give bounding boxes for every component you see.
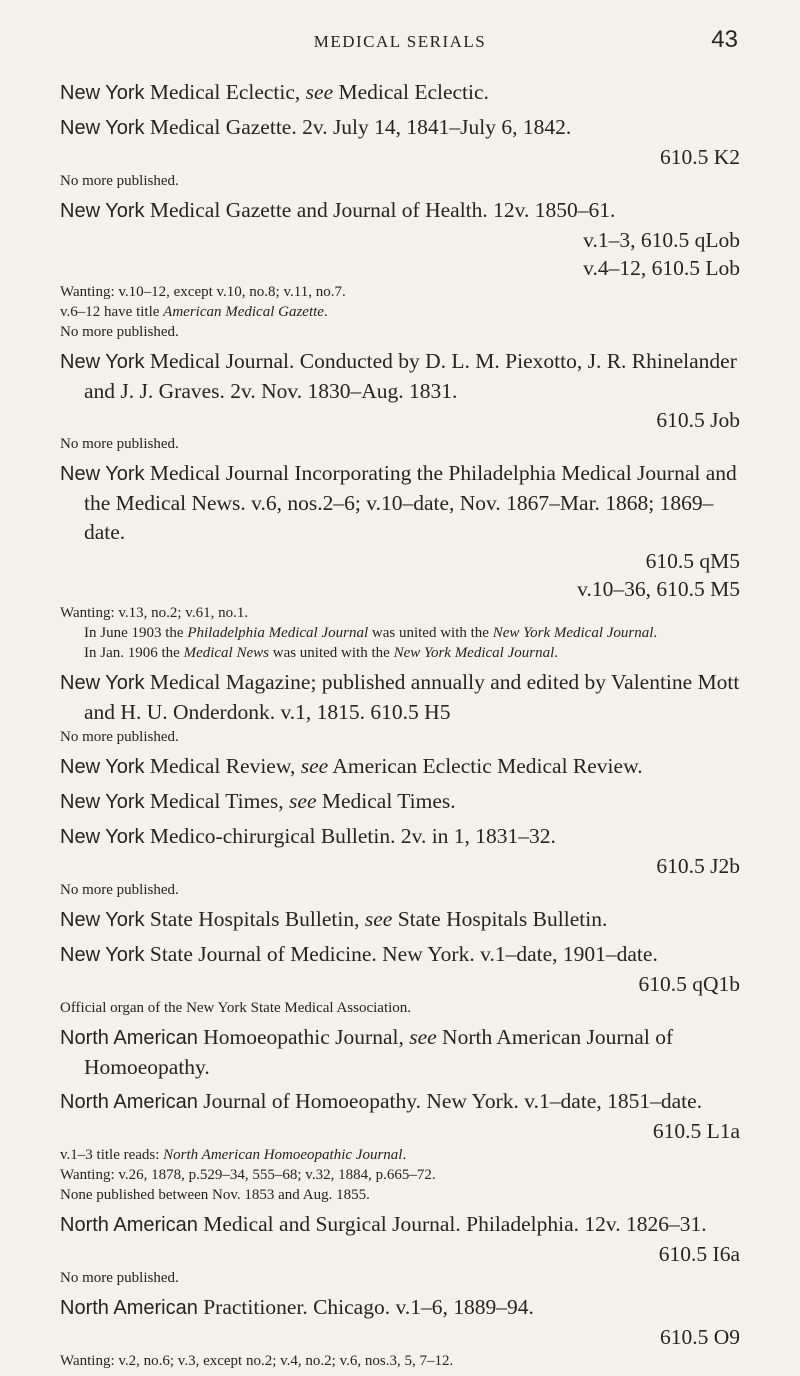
entry-title: New York bbox=[60, 82, 145, 104]
list-item: North American Homoeopathic Journal, see North American Journal of Homoeopathy. bbox=[60, 1025, 674, 1079]
entry-title: New York bbox=[60, 826, 145, 848]
entry-title: New York bbox=[60, 463, 145, 485]
entry-note: No more published. bbox=[60, 1270, 179, 1286]
entry-title: New York bbox=[60, 672, 145, 694]
entry-note: v.6–12 have title American Medical Gazette. bbox=[60, 304, 328, 320]
entry-title: New York bbox=[60, 351, 145, 373]
call-number: 610.5 J2b bbox=[656, 854, 740, 878]
running-head-title: MEDICAL SERIALS bbox=[313, 32, 487, 51]
entry-title: North American bbox=[60, 1027, 198, 1049]
list-item: New York Medical Gazette. 2v. July 14, 1841–July 6, 1842. 610.5 K2 No more published. bbox=[60, 115, 740, 189]
call-number: 610.5 Job bbox=[656, 408, 740, 432]
entry-note: Official organ of the New York State Medical Association. bbox=[60, 1000, 412, 1016]
entry-note: In Jan. 1906 the Medical News was united with the New York Medical Journal. bbox=[84, 645, 558, 661]
entry-note: Wanting: v.13, no.2; v.61, no.1. bbox=[60, 605, 249, 621]
entry-title: New York bbox=[60, 117, 145, 139]
entry-note: Wanting: v.2, no.6; v.3, except no.2; v.4, no.2; v.6, nos.3, 5, 7–12. bbox=[60, 1353, 454, 1369]
list-item: New York Medical Times, see Medical Times. bbox=[60, 789, 456, 813]
entry-title: North American bbox=[60, 1091, 198, 1113]
list-item: North American Journal of Homoeopathy. New York. v.1–date, 1851–date. 610.5 L1a v.1–3 title reads: North American Homoeopathic Journal. Wanting: v.26, 1878, p.529–34, 555–68; v.32, 1884, p.665–72. None published between Nov. 1853 and Aug. 1855. bbox=[60, 1089, 740, 1203]
call-number: 610.5 I6a bbox=[658, 1242, 740, 1266]
entry-title: New York bbox=[60, 791, 145, 813]
entry-title: New York bbox=[60, 756, 145, 778]
list-item: North American Medical and Surgical Journal. Philadelphia. 12v. 1826–31. 610.5 I6a No more published. bbox=[60, 1212, 740, 1286]
list-item: New York State Hospitals Bulletin, see State Hospitals Bulletin. bbox=[60, 907, 608, 931]
entry-note: No more published. bbox=[60, 173, 179, 189]
list-item: North American Practitioner. Chicago. v.1–6, 1889–94. 610.5 O9 Wanting: v.2, no.6; v.3, except no.2; v.4, no.2; v.6, nos.3, 5, 7–12. bbox=[60, 1295, 740, 1369]
list-item: New York Medical Journal. Conducted by D. L. M. Piexotto, J. R. Rhinelander and J. J. Graves. 2v. Nov. 1830–Aug. 1831. 610.5 Job No more published. bbox=[60, 349, 740, 452]
running-head bbox=[60, 26, 740, 52]
entry-title: North American bbox=[60, 1297, 198, 1319]
list-item: New York Medical Eclectic, see Medical Eclectic. bbox=[60, 80, 489, 104]
entry-note: No more published. bbox=[60, 436, 179, 452]
call-number: 610.5 L1a bbox=[652, 1119, 740, 1143]
call-number: 610.5 K2 bbox=[659, 145, 740, 169]
list-item: New York Medical Gazette and Journal of Health. 12v. 1850–61. v.1–3, 610.5 qLob v.4–12, 610.5 Lob Wanting: v.10–12, except v.10, no.8; v.11, no.7. v.6–12 have title American Medical Gazette. No more published. bbox=[60, 198, 740, 340]
entry-title: New York bbox=[60, 944, 145, 966]
entry-title: New York bbox=[60, 200, 145, 222]
list-item: New York State Journal of Medicine. New York. v.1–date, 1901–date. 610.5 qQ1b Official organ of the New York State Medical Association. bbox=[60, 942, 740, 1016]
entry-note: In June 1903 the Philadelphia Medical Journal was united with the New York Medical Journal. bbox=[84, 625, 658, 641]
entry-note: No more published. bbox=[60, 882, 179, 898]
call-number: 610.5 O9 bbox=[659, 1325, 740, 1349]
call-number: 610.5 qM5 bbox=[645, 549, 740, 573]
entry-note: Wanting: v.26, 1878, p.529–34, 555–68; v.32, 1884, p.665–72. bbox=[60, 1167, 436, 1183]
entry-note: None published between Nov. 1853 and Aug. 1855. bbox=[60, 1187, 370, 1203]
list-item: New York Medical Magazine; published annually and edited by Valentine Mott and H. U. Onderdonk. v.1, 1815. 610.5 H5 No more published. bbox=[60, 670, 740, 745]
entry-note: No more published. bbox=[60, 729, 179, 745]
call-number: 610.5 qQ1b bbox=[638, 972, 740, 996]
entry-note: Wanting: v.10–12, except v.10, no.8; v.11, no.7. bbox=[60, 284, 346, 300]
entry-note: No more published. bbox=[60, 324, 179, 340]
list-item: New York Medico-chirurgical Bulletin. 2v. in 1, 1831–32. 610.5 J2b No more published. bbox=[60, 824, 740, 898]
page-number: 43 bbox=[711, 26, 738, 53]
entry-note: v.1–3 title reads: North American Homoeopathic Journal. bbox=[60, 1147, 407, 1163]
list-item: New York Medical Journal Incorporating the Philadelphia Medical Journal and the Medical News. v.6, nos.2–6; v.10–date, Nov. 1867–Mar. 1868; 1869–date. 610.5 qM5 v.10–36, 610.5 M5 Wanting: v.13, no.2; v.61, no.1. In June 1903 the Philadelphia Medical Journal was united with the New York Medical Journal. In Jan. 1906 the Medical News was united with the New York Medical Journal. bbox=[60, 461, 740, 661]
holding-line: v.4–12, 610.5 Lob bbox=[583, 256, 740, 280]
list-item: New York Medical Review, see American Eclectic Medical Review. bbox=[60, 754, 643, 778]
holding-line: v.1–3, 610.5 qLob bbox=[583, 228, 740, 252]
serials-list bbox=[60, 78, 740, 1376]
holding-line: v.10–36, 610.5 M5 bbox=[577, 577, 740, 601]
entry-title: North American bbox=[60, 1214, 198, 1236]
entry-title: New York bbox=[60, 909, 145, 931]
